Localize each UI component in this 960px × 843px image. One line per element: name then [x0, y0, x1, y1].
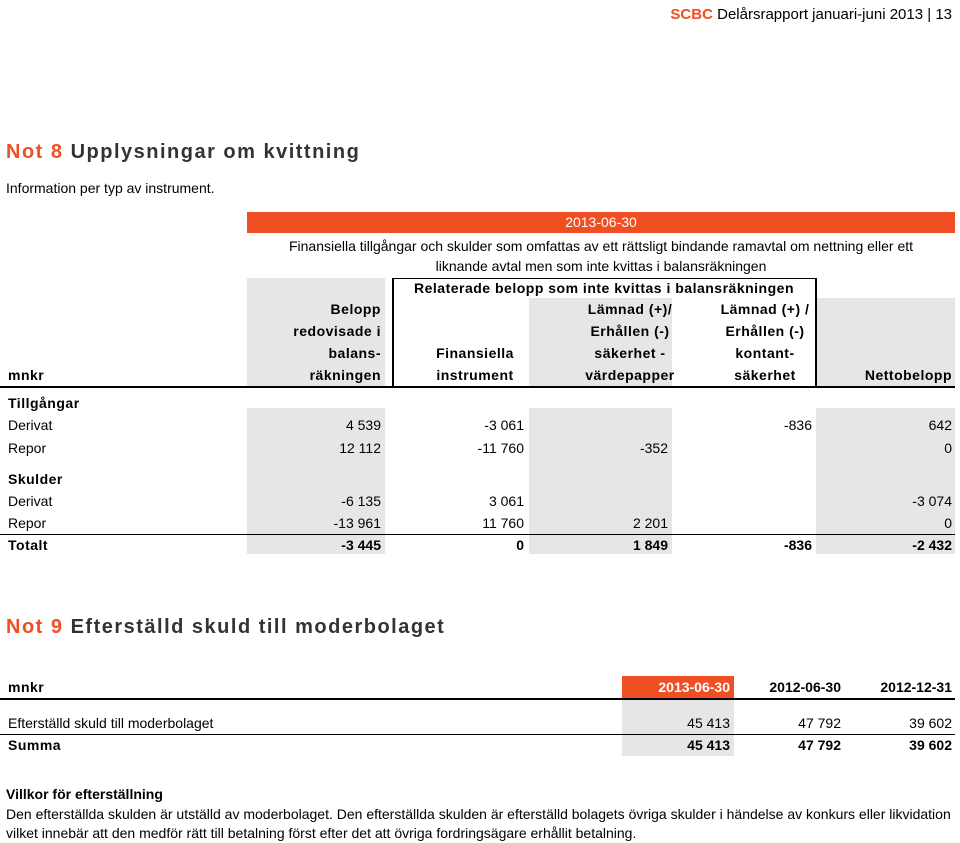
- table-cell: 0: [944, 515, 952, 531]
- unit-label: mnkr: [8, 679, 45, 695]
- col-header-text: Belopp: [330, 301, 381, 317]
- table-cell: -3 061: [484, 417, 524, 433]
- col-header-text: Lämnad (+) /: [720, 301, 810, 317]
- total-label: Totalt: [8, 537, 49, 553]
- col-header-instruments: [410, 342, 540, 386]
- row-label: Efterställd skuld till moderbolaget: [8, 715, 214, 731]
- col-header-prior: 2012-06-30: [769, 679, 841, 695]
- sum-rule: [0, 734, 955, 735]
- note9-title: Efterställd skuld till moderbolaget: [70, 616, 446, 638]
- shade-col-3-body: [529, 408, 672, 554]
- sum-cell: 39 602: [909, 737, 952, 753]
- note8-subtitle: Information per typ av instrument.: [6, 180, 215, 196]
- col-header-net: [816, 364, 952, 386]
- table-cell: 3 061: [488, 493, 524, 509]
- table-cell: 47 792: [798, 715, 841, 731]
- table-cell: 45 413: [687, 715, 730, 731]
- section-label-assets: Tillgångar: [8, 395, 80, 411]
- col-header-text: räkningen: [309, 367, 381, 383]
- section-label-liabilities: Skulder: [8, 471, 63, 487]
- col-header-text: instrument: [436, 367, 514, 383]
- brand-logo: SCBC: [670, 6, 713, 23]
- sum-cell: 45 413: [687, 737, 730, 753]
- col-header-reported: [247, 298, 381, 386]
- table-cell: -352: [639, 440, 668, 456]
- related-left-border: [392, 278, 394, 386]
- table-caption-line2: liknande avtal men som inte kvittas i balansräkningen: [435, 258, 767, 274]
- col-header-text: Erhållen (-): [590, 323, 670, 339]
- table-cell: -13 961: [333, 515, 381, 531]
- total-cell: 1 849: [632, 537, 668, 553]
- sum-cell: 47 792: [798, 737, 841, 753]
- page-number: 13: [935, 6, 952, 23]
- table-cell: 12 112: [339, 440, 381, 456]
- table-cell: 11 760: [482, 515, 524, 531]
- col-header-text: Nettobelopp: [864, 367, 952, 383]
- related-amounts-header: Relaterade belopp som inte kvittas i balansräkningen: [392, 278, 816, 298]
- table-cell: 4 539: [345, 417, 381, 433]
- col-header-current: 2013-06-30: [622, 676, 734, 698]
- col-header-cash: [700, 298, 830, 386]
- col-header-text: Erhållen (-): [725, 323, 805, 339]
- table-cell: 2 201: [632, 515, 668, 531]
- table-cell: -3 074: [912, 493, 952, 509]
- total-cell: -2 432: [912, 537, 952, 553]
- table-cell: -6 135: [341, 493, 381, 509]
- col-header-text: Finansiella: [436, 345, 514, 361]
- note8-number: Not 8: [6, 141, 64, 163]
- col-header-securities: [565, 298, 695, 386]
- col-header-text: säkerhet: [734, 367, 796, 383]
- total-cell: 0: [516, 537, 524, 553]
- row-label: Repor: [8, 440, 47, 456]
- col-header-text: säkerhet -: [594, 345, 666, 361]
- table-cell: 642: [928, 417, 952, 433]
- note8-title: Upplysningar om kvittning: [70, 141, 361, 163]
- table-caption-line1: Finansiella tillgångar och skulder som omfattas av ett rättsligt bindande ramavtal om nettning eller ett: [288, 238, 914, 254]
- row-label: Derivat: [8, 493, 53, 509]
- table-date-header: 2013-06-30: [247, 212, 955, 233]
- col-header-text: balans-: [328, 345, 381, 361]
- report-title: Delårsrapport januari-juni 2013: [717, 6, 924, 23]
- col-header-text: Lämnad (+)/: [587, 301, 673, 317]
- total-cell: -836: [783, 537, 812, 553]
- total-rule: [0, 534, 955, 535]
- subordinated-debt-table: [0, 676, 960, 756]
- total-cell: -3 445: [341, 537, 381, 553]
- table-cell: -11 760: [477, 440, 524, 456]
- table-cell: -836: [783, 417, 812, 433]
- header-rule: [0, 386, 955, 388]
- sum-label: Summa: [8, 737, 62, 753]
- col-header-text: värdepapper: [585, 367, 675, 383]
- note9-number: Not 9: [6, 616, 64, 638]
- offsetting-table: [0, 212, 960, 562]
- row-label: Derivat: [8, 417, 53, 433]
- note8-heading: [6, 141, 360, 164]
- col-header-text: redovisade i: [293, 323, 381, 339]
- header-rule: [0, 698, 955, 700]
- page-header: [670, 6, 952, 23]
- col-header-yearend: 2012-12-31: [880, 679, 952, 695]
- terms-text: Den efterställda skulden är utställd av moderbolaget. Den efterställda skulden är efterställd bolagets övriga skulder i händelse av konkurs eller likvidation vilket innebär att den medför rätt till betalning först efter det att övriga fordringsägare erhållit betalning.: [6, 806, 951, 841]
- row-label: Repor: [8, 515, 47, 531]
- unit-label: mnkr: [8, 367, 45, 383]
- terms-title: Villkor för efterställning: [6, 786, 163, 802]
- note9-heading: [6, 616, 445, 639]
- header-separator: |: [927, 6, 932, 23]
- table-cell: 39 602: [909, 715, 952, 731]
- table-cell: 0: [944, 440, 952, 456]
- col-header-text: kontant-: [735, 345, 795, 361]
